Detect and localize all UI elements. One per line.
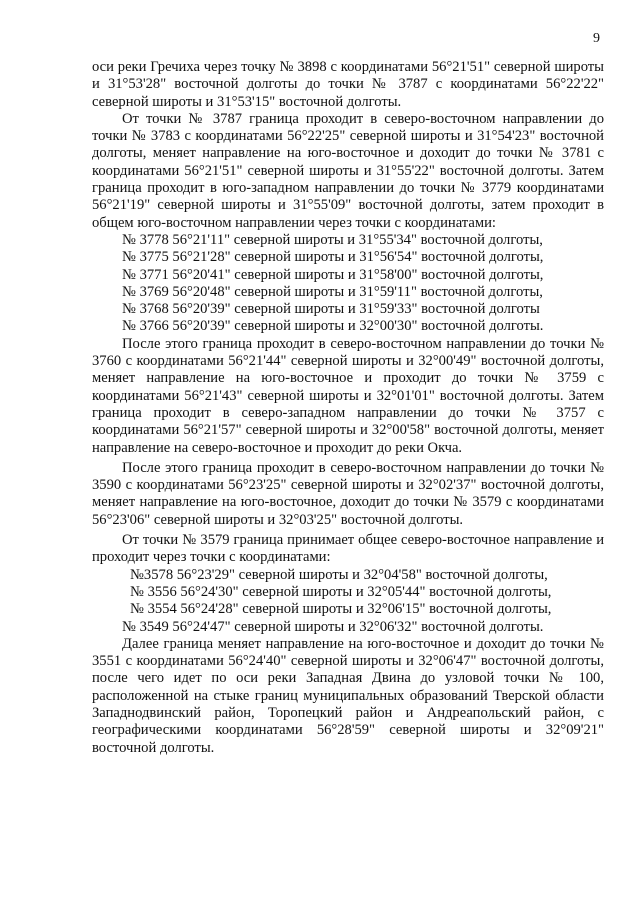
- point-item: № 3778 56°21'11" северной широты и 31°55'34" восточной долготы,: [122, 231, 543, 248]
- point-item: № 3768 56°20'39" северной широты и 31°59'33" восточной долготы: [122, 301, 540, 318]
- paragraph-6: Далее граница меняет направление на юго-восточное и доходит до точки № 3551 с координатами 56°24'40" северной широты и 32°06'47" восточной долготы, после чего идет по оси реки Западная Двина до узловой точки № 100, расположенной на стыке границ муниципальных образований Тверской области Западнодвинский район, Торопецкий район и Андреапольский район, с географическими координатами 56°28'59" северной широты и 32°09'21" восточной долготы.: [92, 635, 604, 756]
- page-number: 9: [593, 31, 600, 46]
- point-item: № 3775 56°21'28" северной широты и 31°56'54" восточной долготы,: [122, 249, 544, 266]
- paragraph-3: После этого граница проходит в северо-восточном направлении до точки № 3760 с координатами 56°21'44" северной широты и 32°00'49" восточной долготы, меняет направление на юго-восточное и проходит до точки № 3759 с координатами 56°21'43" северной широты и 32°01'01" восточной долготы. Затем граница проходит в северо-западном направлении до точки № 3757 с координатами 56°21'57" северной широты и 32°00'58" восточной долготы, меняет направление на северо-восточное и проходит до реки Окча.: [92, 335, 604, 456]
- paragraph-5: От точки № 3579 граница принимает общее северо-восточное направление и проходит через точки с координатами:: [92, 532, 604, 566]
- paragraph-2: От точки № 3787 граница проходит в северо-восточном направлении до точки № 3783 с координатами 56°22'25" северной широты и 31°54'23" восточной долготы, меняет направление на юго-восточное и доходит до точки № 3781 с координатами 56°21'51" северной широты и 31°55'22" восточной долготы. Затем граница проходит в юго-западном направлении до точки № 3779 координатами 56°21'19" северной широты и 31°55'09" восточной долготы, затем проходит в общем юго-восточном направлении через точки с координатами:: [92, 110, 604, 231]
- paragraph-4: После этого граница проходит в северо-восточном направлении до точки № 3590 с координатами 56°23'25" северной широты и 32°02'37" восточной долготы, меняет направление на юго-восточное, доходит до точки № 3579 с координатами 56°23'06" северной широты и 32°03'25" восточной долготы.: [92, 459, 604, 528]
- paragraph-1: оси реки Гречиха через точку № 3898 с координатами 56°21'51" северной широты и 31°53'28" восточной долготы до точки № 3787 с координатами 56°22'22" северной широты и 31°53'15" восточной долготы.: [92, 59, 604, 110]
- point-item: № 3556 56°24'30" северной широты и 32°05'44" восточной долготы,: [130, 583, 552, 600]
- points-list-1: [92, 232, 604, 336]
- document-body: [92, 59, 604, 757]
- points-list-2: [92, 567, 604, 636]
- point-item: № 3769 56°20'48" северной широты и 31°59'11" восточной долготы,: [122, 283, 543, 300]
- point-item: № 3766 56°20'39" северной широты и 32°00'30" восточной долготы.: [122, 318, 544, 335]
- point-item: №3578 56°23'29" северной широты и 32°04'58" восточной долготы,: [130, 566, 548, 583]
- point-item: № 3771 56°20'41" северной широты и 31°58'00" восточной долготы,: [122, 266, 544, 283]
- point-item: № 3549 56°24'47" северной широты и 32°06'32" восточной долготы.: [122, 618, 544, 635]
- point-item: № 3554 56°24'28" северной широты и 32°06'15" восточной долготы,: [130, 601, 552, 618]
